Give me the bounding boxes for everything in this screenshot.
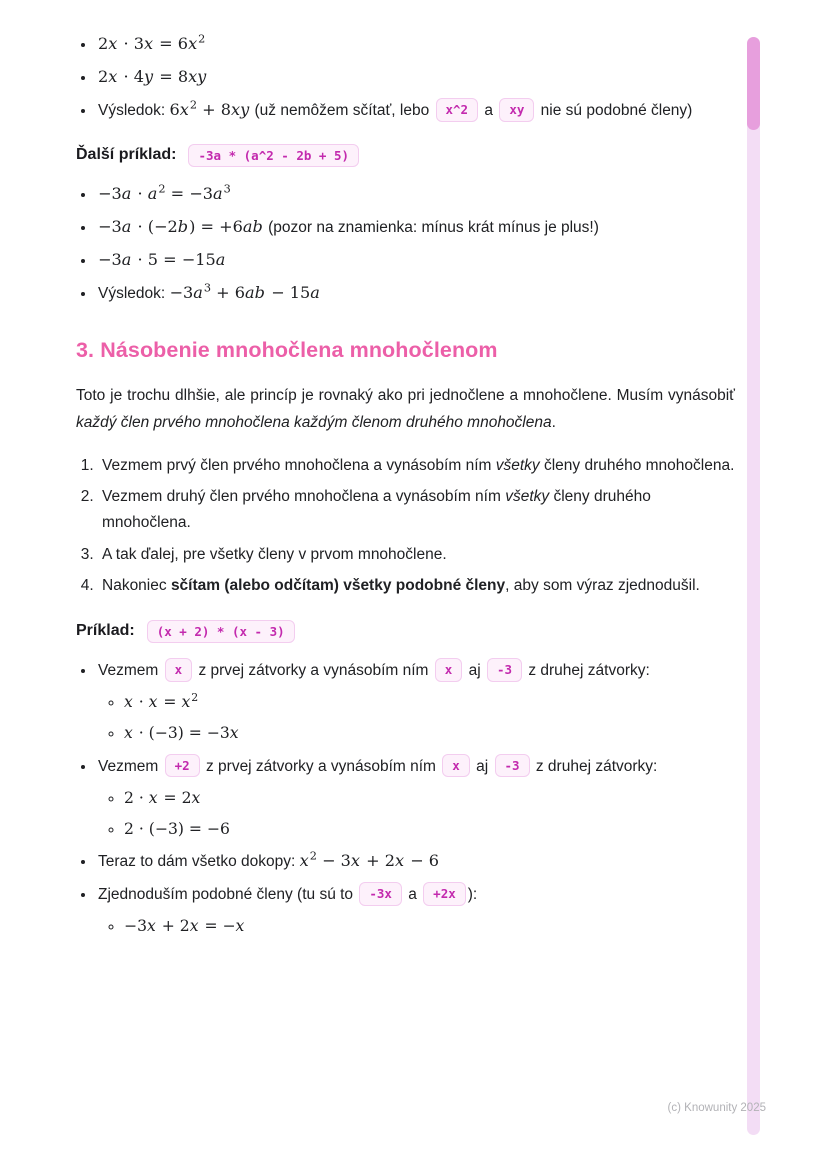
- inline-math: $6x^2 + 8xy$: [169, 98, 250, 120]
- inline-math: 2x · 4y = 8xy: [98, 67, 207, 87]
- example1-code-pill: -3a * (a^2 - 2b + 5): [188, 144, 359, 168]
- step-item: 1. Vezmem prvý člen prvého mnohočlena a vynásobím ním všetky členy druhého mnohočlena.: [98, 453, 735, 479]
- list-item-text: Vezmem x z prvej zátvorky a vynásobím ním x aj -3 z druhej zátvorky:: [98, 662, 650, 679]
- list-item: [96, 754, 735, 842]
- example2-row: [76, 619, 735, 644]
- inline-code: -3x: [359, 882, 402, 906]
- sub-list-item: [124, 690, 735, 714]
- inline-math: 2 · (−3) = −6: [124, 819, 230, 838]
- copyright-footer: (c) Knowunity 2025: [667, 1102, 766, 1114]
- section-heading: 3. Násobenie mnohočlena mnohočlenom: [76, 337, 498, 362]
- list-item: [96, 32, 735, 57]
- list-item: • Výsledok: $-3a^3 + 6ab - 15a$: [96, 281, 735, 306]
- steps-list: [76, 453, 735, 600]
- sub-bullet-list: [98, 690, 735, 746]
- intro-bullet-list: [76, 32, 735, 123]
- inline-code: -3: [487, 658, 522, 682]
- example1-label: Ďalší príklad:: [76, 146, 177, 164]
- sub-bullet-list: [98, 786, 735, 842]
- inline-code: x: [165, 658, 193, 682]
- inline-math: 2 · x = 2x: [124, 788, 201, 807]
- list-item: • −3a · (−2b) = +6ab (pozor na znamienka: mínus krát mínus je plus!): [96, 215, 735, 240]
- step-item: 4. Nakoniec sčítam (alebo odčítam) všetky podobné členy, aby som výraz zjednodušil.: [98, 573, 735, 599]
- sub-list-item: [124, 817, 735, 841]
- step-item: 2. Vezmem druhý člen prvého mnohočlena a vynásobím ním všetky členy druhého mnohočlena.: [98, 484, 735, 537]
- inline-code: +2: [165, 754, 200, 778]
- list-item: [96, 849, 735, 874]
- scrollbar-thumb[interactable]: [747, 37, 760, 130]
- inline-math: $x \cdot x = x^2$: [124, 690, 199, 712]
- inline-math: x · (−3) = −3x: [124, 724, 239, 743]
- example2-bullet-list: [76, 658, 735, 938]
- inline-math: $x^2 - 3x + 2x - 6$: [299, 849, 440, 871]
- inline-math: −3a · 5 = −15a: [98, 249, 226, 269]
- list-item: [96, 658, 735, 746]
- example2-label: Príklad:: [76, 622, 135, 640]
- inline-math: $2x \cdot 3x = 6x^2$: [98, 32, 206, 53]
- inline-math: $-3a \cdot a^2 = -3a^3$: [98, 182, 231, 203]
- inline-math: $-3a^3 + 6ab - 15a$: [169, 281, 320, 302]
- inline-math: −3a · (−2b) = +6ab: [98, 216, 263, 236]
- inline-code: xy: [499, 98, 534, 122]
- sub-list-item: [124, 721, 735, 745]
- scrollbar-track[interactable]: [747, 37, 760, 1135]
- inline-code: x: [442, 754, 470, 778]
- inline-code: -3: [495, 754, 530, 778]
- list-item: [96, 182, 735, 207]
- list-item: • Výsledok: $6x^2 + 8xy$ (už nemôžem sčítať, lebo x^2 a xy nie sú podobné členy): [96, 98, 735, 123]
- inline-code: x: [435, 658, 463, 682]
- list-item: [96, 882, 735, 938]
- sub-list-item: [124, 914, 735, 938]
- example1-row: [76, 143, 735, 168]
- inline-code: +2x: [423, 882, 466, 906]
- step-item: 3. A tak ďalej, pre všetky členy v prvom mnohočlene.: [98, 542, 735, 568]
- sub-bullet-list: [98, 914, 735, 938]
- list-item-text: Vezmem +2 z prvej zátvorky a vynásobím ním x aj -3 z druhej zátvorky:: [98, 758, 657, 775]
- list-item-text: Teraz to dám všetko dokopy: $x^2 - 3x + 2x - 6$: [98, 849, 440, 871]
- sub-list-item: [124, 786, 735, 810]
- example2-code-pill: (x + 2) * (x - 3): [147, 620, 295, 644]
- example1-bullet-list: [76, 182, 735, 306]
- list-item: [96, 248, 735, 273]
- list-item: [96, 65, 735, 90]
- section-paragraph: Toto je trochu dlhšie, ale princíp je rovnaký ako pri jednočlene a mnohočlene. Musím vynásobiť každý člen prvého mnohočlena každým členom druhého mnohočlena.: [76, 387, 735, 431]
- list-item-text: Zjednoduším podobné členy (tu sú to -3x a +2x ):: [98, 886, 477, 903]
- inline-code: x^2: [436, 98, 479, 122]
- inline-math: −3x + 2x = −x: [124, 917, 245, 936]
